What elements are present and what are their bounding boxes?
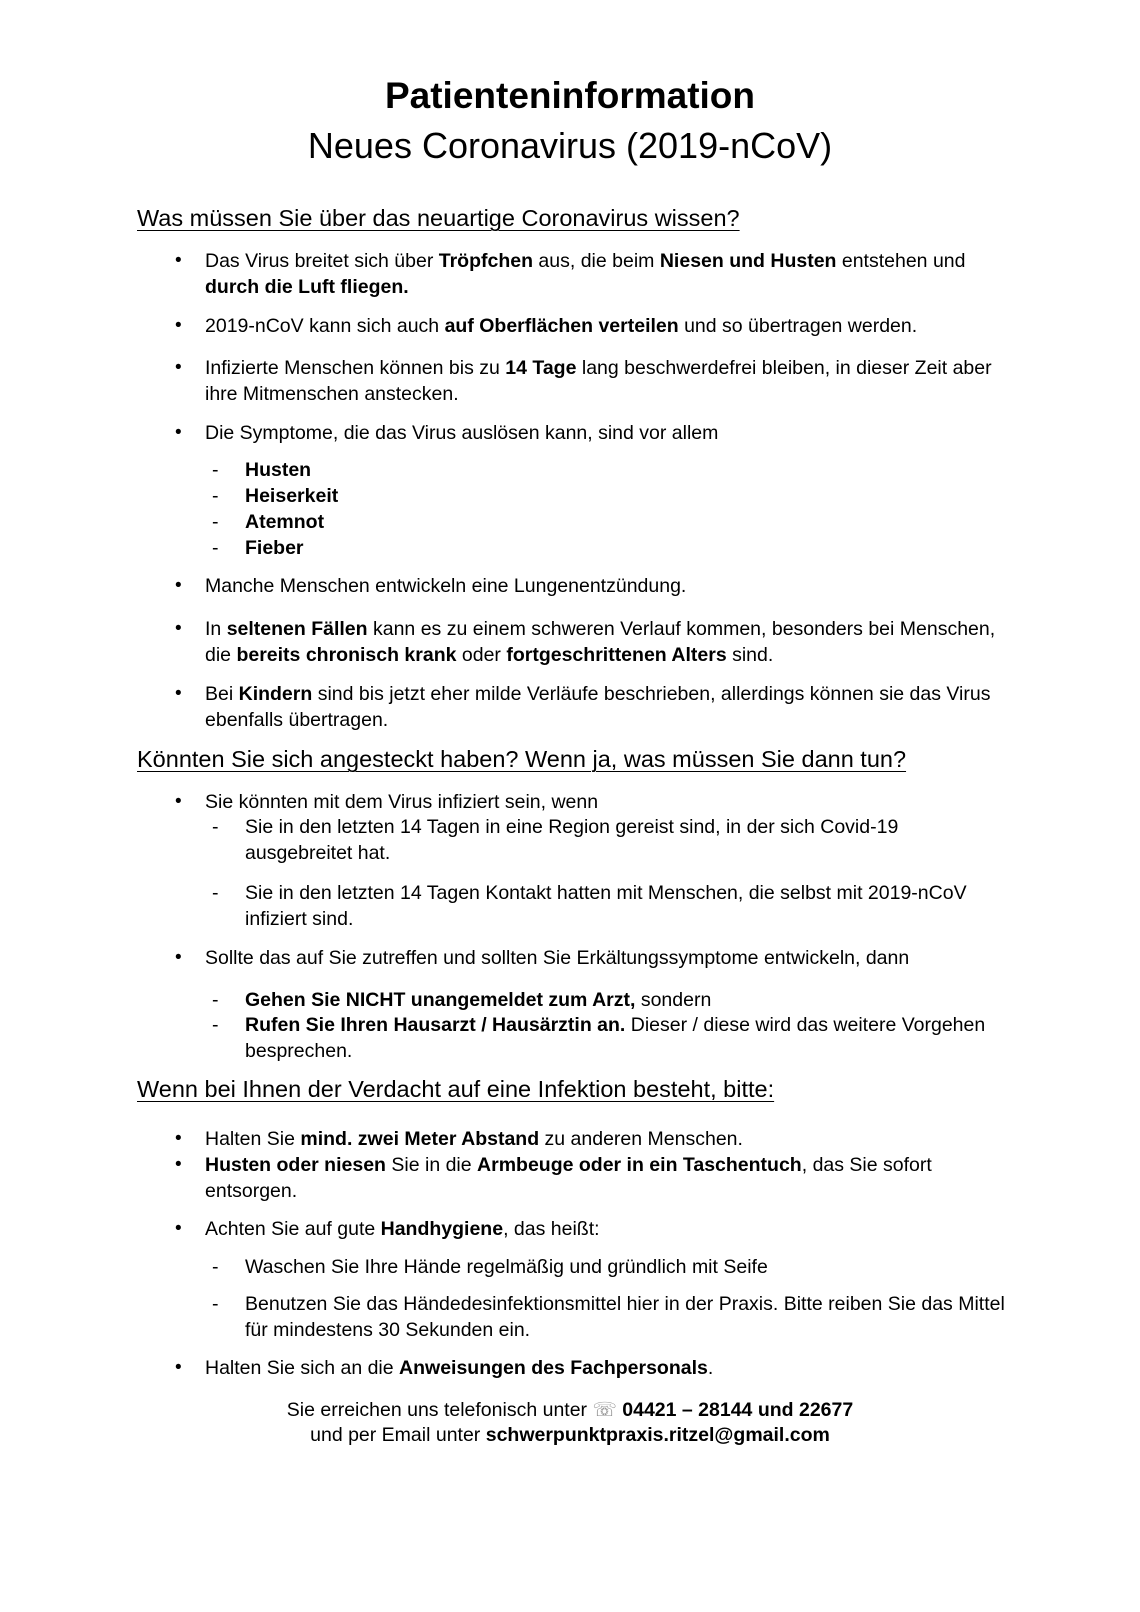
section-heading-infected: Könnten Sie sich angesteckt haben? Wenn ja, was müssen Sie dann tun? [137,746,907,772]
list-item: • Die Symptome, die das Virus auslösen kann, sind vor allem [205,420,1010,446]
page-title: Patienteninformation [384,75,756,116]
list-item: • In seltenen Fällen kann es zu einem schweren Verlauf kommen, besonders bei Menschen, die bereits chronisch krank oder fortgeschrittenen Alters sind. [205,616,1010,668]
list-item: • 2019-nCoV kann sich auch auf Oberflächen verteilen und so übertragen werden. [205,313,1010,339]
list-item: • Infizierte Menschen können bis zu 14 Tage lang beschwerdefrei bleiben, in dieser Zeit aber ihre Mitmenschen anstecken. [205,355,1010,407]
list-item: • Halten Sie mind. zwei Meter Abstand zu anderen Menschen. [205,1126,1010,1152]
list-item: • Achten Sie auf gute Handhygiene, das heißt: [205,1216,1010,1242]
list-item: • Bei Kindern sind bis jetzt eher milde Verläufe beschrieben, allerdings können sie das Virus ebenfalls übertragen. [205,681,1010,733]
symptom-item: - Husten [245,457,1010,483]
contact-email: und per Email unter schwerpunktpraxis.ritzel@gmail.com [310,1424,830,1446]
list-item: • Das Virus breitet sich über Tröpfchen aus, die beim Niesen und Husten entstehen und durch die Luft fliegen. [205,248,1010,300]
symptom-item: - Fieber [245,535,1010,561]
sub-list-item: - Benutzen Sie das Händedesinfektionsmittel hier in der Praxis. Bitte reiben Sie das Mittel für mindestens 30 Sekunden ein. [245,1291,1010,1343]
sub-list-item: - Sie in den letzten 14 Tagen in eine Region gereist sind, in der sich Covid-19 ausgebreitet hat. [245,814,1010,866]
sub-list-item: - Waschen Sie Ihre Hände regelmäßig und gründlich mit Seife [245,1254,1010,1280]
page-subtitle: Neues Coronavirus (2019-nCoV) [307,125,833,166]
sub-list-item: - Rufen Sie Ihren Hausarzt / Hausärztin an. Dieser / diese wird das weitere Vorgehen besprechen. [245,1012,1010,1064]
contact-phone: Sie erreichen uns telefonisch unter ☏ 04421 – 28144 und 22677 [286,1399,854,1421]
list-item: • Sollte das auf Sie zutreffen und sollten Sie Erkältungssymptome entwickeln, dann [205,945,1010,971]
symptom-item: - Atemnot [245,509,1010,535]
telephone-icon: ☏ [592,1399,617,1421]
list-item: • Halten Sie sich an die Anweisungen des Fachpersonals. [205,1355,1010,1381]
section-heading-suspicion: Wenn bei Ihnen der Verdacht auf eine Infektion besteht, bitte: [137,1076,775,1102]
list-item: • Husten oder niesen Sie in die Armbeuge oder in ein Taschentuch, das Sie sofort entsorgen. [205,1152,1010,1204]
list-item: • Sie könnten mit dem Virus infiziert sein, wenn [205,789,1010,815]
sub-list-item: - Sie in den letzten 14 Tagen Kontakt hatten mit Menschen, die selbst mit 2019-nCoV infiziert sind. [245,880,1010,932]
symptom-item: - Heiserkeit [245,483,1010,509]
section-heading-info: Was müssen Sie über das neuartige Coronavirus wissen? [137,205,740,231]
sub-list-item: - Gehen Sie NICHT unangemeldet zum Arzt, sondern [245,987,1010,1013]
list-item: • Manche Menschen entwickeln eine Lungenentzündung. [205,573,1010,599]
